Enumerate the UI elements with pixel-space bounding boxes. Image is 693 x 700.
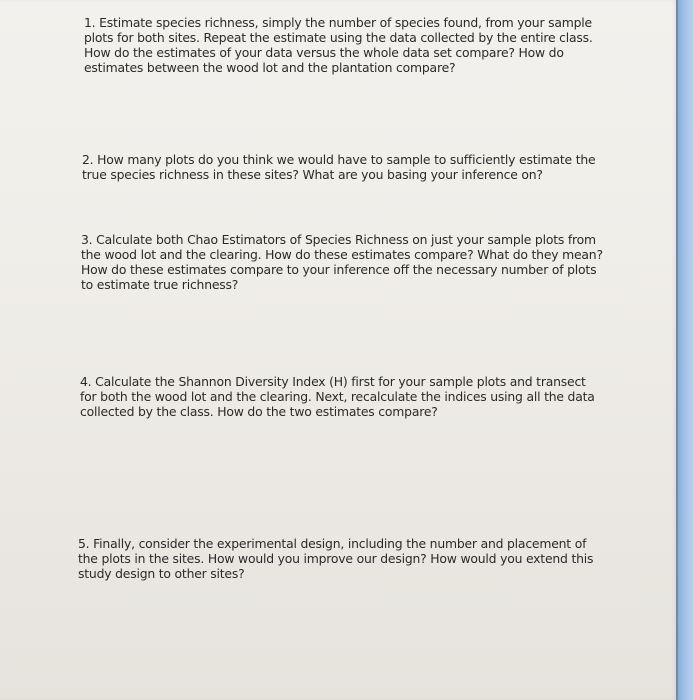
background-edge [676, 0, 693, 700]
question-1: 1. Estimate species richness, simply the number of species found, from your sample plots for both sites. Repeat the estimate using the data collected by the entire class. How do the estimates of your data versus the whole data set compare? How do estimates between the wood lot and the plantation compare? [84, 15, 593, 75]
question-4: 4. Calculate the Shannon Diversity Index (H) first for your sample plots and transect for both the wood lot and the clearing. Next, recalculate the indices using all the data collected by the class. How do the two estimates compare? [80, 374, 595, 419]
question-5: 5. Finally, consider the experimental design, including the number and placement of the plots in the sites. How would you improve our design? How would you extend this study design to other sites? [78, 536, 594, 581]
question-2: 2. How many plots do you think we would have to sample to sufficiently estimate the true species richness in these sites? What are you basing your inference on? [82, 152, 596, 182]
question-3: 3. Calculate both Chao Estimators of Species Richness on just your sample plots from the wood lot and the clearing. How do these estimates compare? What do they mean? How do these estimates compare to your inference off the necessary number of plots to estimate true richness? [81, 232, 603, 292]
